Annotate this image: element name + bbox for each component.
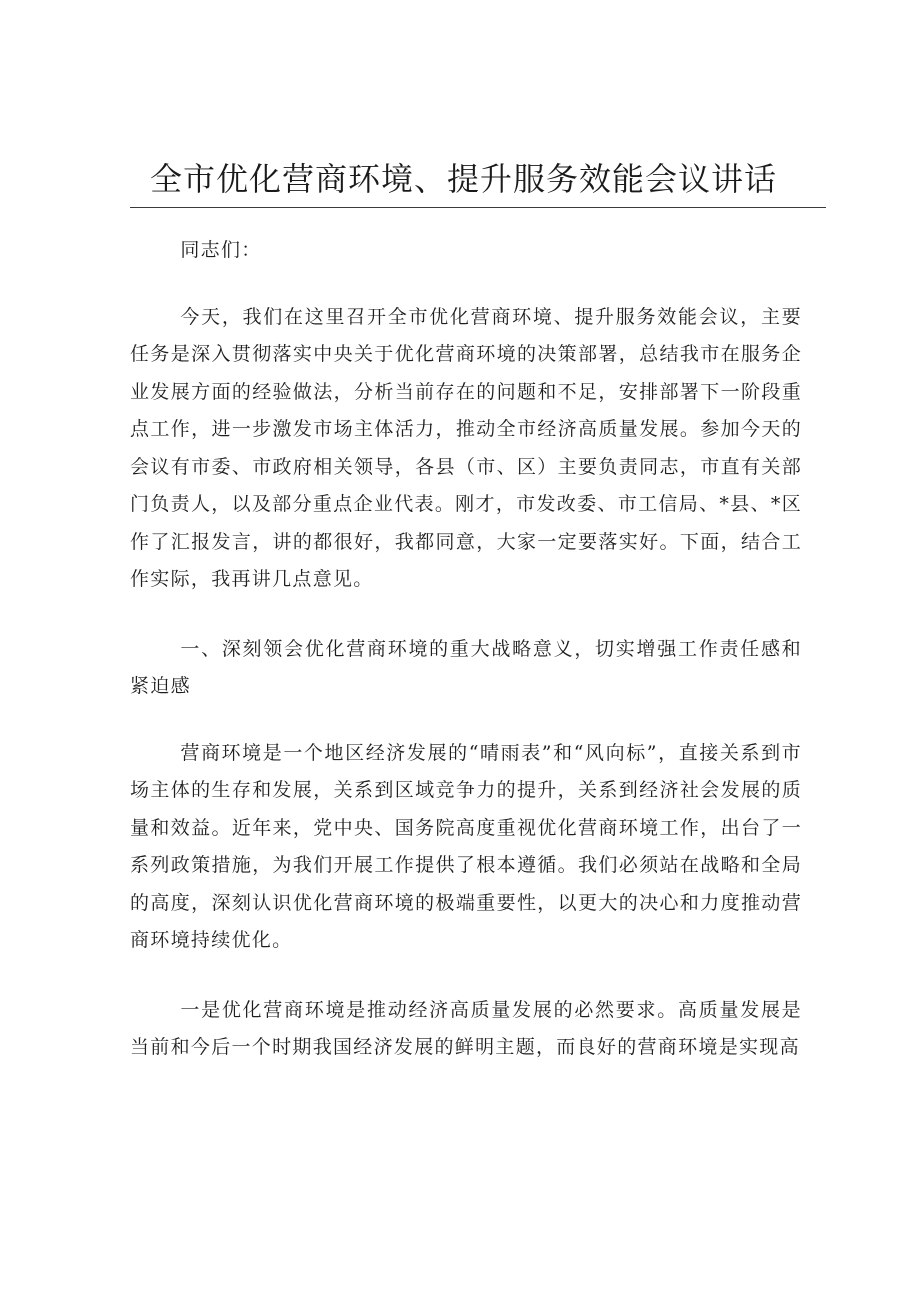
paragraph-intro: 今天，我们在这里召开全市优化营商环境、提升服务效能会议，主要任务是深入贯彻落实中央关于优化营商环境的决策部署，总结我市在服务企业发展方面的经验做法，分析当前存在的问题和不足，安排部署下一阶段重点工作，进一步激发市场主体活力，推动全市经济高质量发展。参加今天的会议有市委、市政府相关领导，各县（市、区）主要负责同志，市直有关部门负责人，以及部分重点企业代表。刚才，市发改委、市工信局、*县、*区作了汇报发言，讲的都很好，我都同意，大家一定要落实好。下面，结合工作实际，我再讲几点意见。 xyxy=(130,305,802,590)
greeting-line: 同志们： xyxy=(180,239,262,261)
paragraph-significance: 营商环境是一个地区经济发展的“晴雨表”和“风向标”，直接关系到市场主体的生存和发展，关系到区域竞争力的提升，关系到经济社会发展的质量和效益。近年来，党中央、国务院高度重视优化营商环境工作，出台了一系列政策措施，为我们开展工作提供了根本遵循。我们必须站在战略和全局的高度，深刻认识优化营商环境的极端重要性，以更大的决心和力度推动营商环境持续优化。 xyxy=(130,741,802,951)
document-body xyxy=(130,232,802,1099)
document-title: 全市优化营商环境、提升服务效能会议讲话 xyxy=(150,160,778,198)
document-title-block xyxy=(130,152,826,208)
paragraph-point-one: 一是优化营商环境是推动经济高质量发展的必然要求。高质量发展是当前和今后一个时期我国经济发展的鲜明主题，而良好的营商环境是实现高 xyxy=(130,998,802,1058)
section-heading-one: 一、深刻领会优化营商环境的重大战略意义，切实增强工作责任感和紧迫感 xyxy=(130,637,802,697)
